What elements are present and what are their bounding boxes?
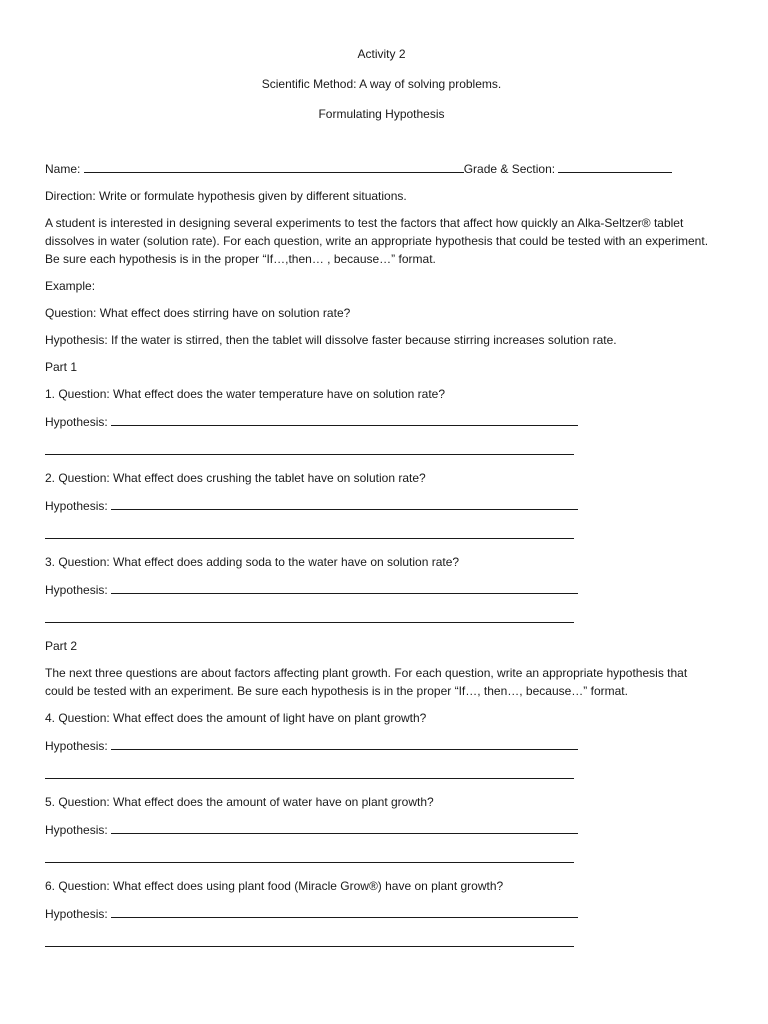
part2-title: Part 2 (45, 639, 78, 653)
activity-subtitle: Scientific Method: A way of solving problems. (261, 77, 502, 91)
question-5: 5. Question: What effect does the amount of water have on plant growth? (45, 795, 434, 809)
activity-topic: Formulating Hypothesis (318, 107, 445, 121)
hypothesis-field-4[interactable] (111, 737, 578, 750)
direction-text: Direction: Write or formulate hypothesis given by different situations. (45, 189, 407, 203)
continuation-field-6[interactable] (45, 934, 574, 947)
grade-section-field[interactable] (558, 160, 672, 173)
grade-section-label: Grade & Section: (463, 162, 556, 176)
example-question: Question: What effect does stirring have on solution rate? (45, 306, 351, 320)
continuation-row-4 (45, 766, 718, 784)
part1-title: Part 1 (45, 360, 78, 374)
hypothesis-label: Hypothesis: (45, 499, 108, 513)
continuation-row-2 (45, 526, 718, 544)
hypothesis-label: Hypothesis: (45, 739, 108, 753)
continuation-row-6 (45, 934, 718, 952)
continuation-field-5[interactable] (45, 850, 574, 863)
hypothesis-field-6[interactable] (111, 905, 578, 918)
hypothesis-row-6 (45, 905, 718, 923)
activity-title: Activity 2 (357, 47, 406, 61)
hypothesis-row-4 (45, 737, 718, 755)
question-1: 1. Question: What effect does the water temperature have on solution rate? (45, 387, 446, 401)
hypothesis-field-3[interactable] (111, 581, 578, 594)
example-label: Example: (45, 279, 96, 293)
continuation-field-1[interactable] (45, 442, 574, 455)
hypothesis-field-2[interactable] (111, 497, 578, 510)
continuation-field-4[interactable] (45, 766, 574, 779)
part2-intro: The next three questions are about factors affecting plant growth. For each question, write an appropriate hypothesis that could be tested with an experiment. Be sure each hypothesis is in the proper “If…, then…, because…” format. (45, 666, 688, 698)
continuation-row-5 (45, 850, 718, 868)
name-label: Name: (45, 162, 81, 176)
hypothesis-field-1[interactable] (111, 413, 578, 426)
hypothesis-row-1 (45, 413, 718, 431)
hypothesis-row-2 (45, 497, 718, 515)
hypothesis-label: Hypothesis: (45, 583, 108, 597)
hypothesis-label: Hypothesis: (45, 823, 108, 837)
hypothesis-row-3 (45, 581, 718, 599)
example-hypothesis: Hypothesis: If the water is stirred, then the tablet will dissolve faster because stirring increases solution rate. (45, 333, 617, 347)
question-6: 6. Question: What effect does using plant food (Miracle Grow®) have on plant growth? (45, 879, 504, 893)
continuation-field-3[interactable] (45, 610, 574, 623)
hypothesis-label: Hypothesis: (45, 415, 108, 429)
hypothesis-field-5[interactable] (111, 821, 578, 834)
part1-intro: A student is interested in designing several experiments to test the factors that affect how quickly an Alka-Seltzer® tablet dissolves in water (solution rate). For each question, write an appropriate hypothesis that could be tested with an experiment. Be sure each hypothesis is in the proper “If…,then… , because…” format. (45, 216, 709, 266)
question-2: 2. Question: What effect does crushing the tablet have on solution rate? (45, 471, 426, 485)
name-field[interactable] (84, 160, 464, 173)
hypothesis-label: Hypothesis: (45, 907, 108, 921)
continuation-row-1 (45, 442, 718, 460)
name-grade-row (45, 160, 718, 178)
question-3: 3. Question: What effect does adding soda to the water have on solution rate? (45, 555, 460, 569)
question-4: 4. Question: What effect does the amount of light have on plant growth? (45, 711, 427, 725)
hypothesis-row-5 (45, 821, 718, 839)
continuation-row-3 (45, 610, 718, 628)
continuation-field-2[interactable] (45, 526, 574, 539)
